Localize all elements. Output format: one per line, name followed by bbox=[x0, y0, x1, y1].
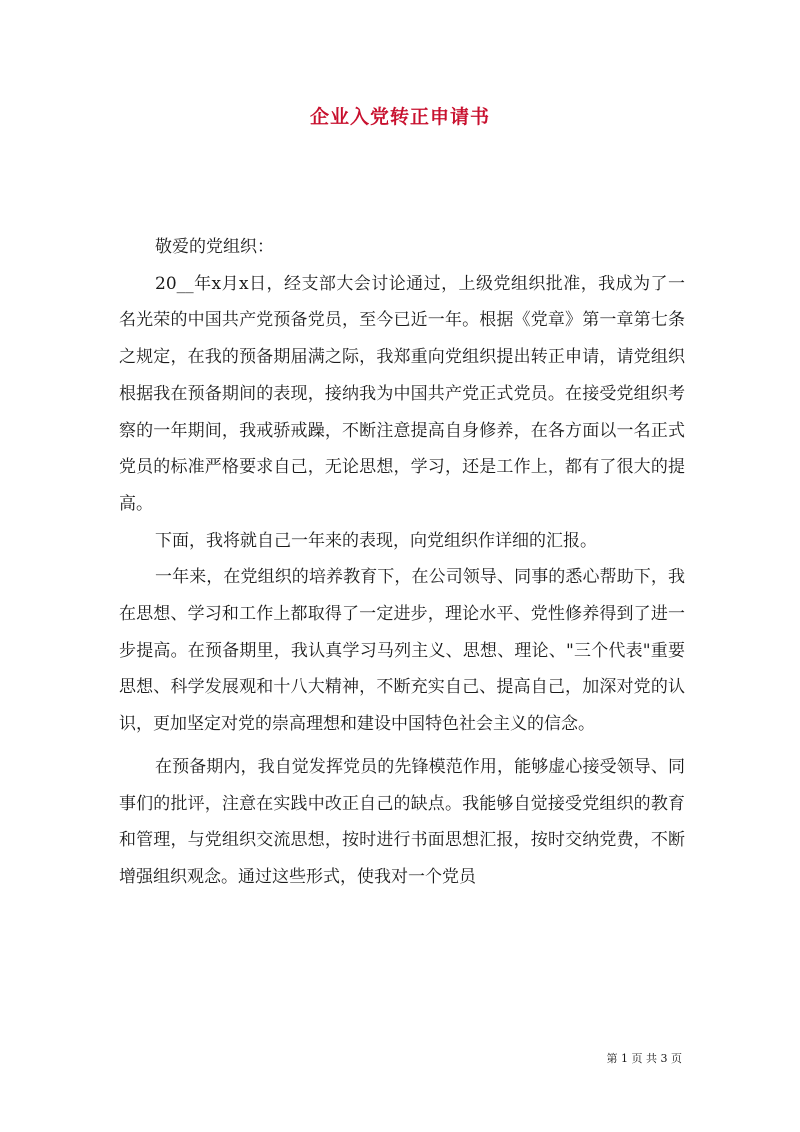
paragraph-3: 一年来，在党组织的培养教育下，在公司领导、同事的悉心帮助下，我在思想、学习和工作上都取得了一定进步，理论水平、党性修养得到了进一步提高。在预备期里，我认真学习马列主义、思想、理论、"三个代表"重要思想、科学发展观和十八大精神，不断充实自己、提高自己，加深对党的认识，更加坚定对党的崇高理想和建设中国特色社会主义的信念。 bbox=[119, 567, 685, 735]
paragraph-4: 在预备期内，我自觉发挥党员的先锋模范作用，能够虚心接受领导、同事们的批评，注意在实践中改正自己的缺点。我能够自觉接受党组织的教育和管理，与党组织交流思想，按时进行书面思想汇报，按时交纳党费，不断增强组织观念。通过这些形式，使我对一个党员 bbox=[119, 756, 685, 887]
page-label-mid: 页 共 bbox=[631, 1052, 657, 1065]
page-number-footer bbox=[607, 1050, 683, 1066]
document-title: 企业入党转正申请书 bbox=[309, 106, 490, 128]
total-pages-number: 3 bbox=[660, 1052, 668, 1065]
paragraph-2: 下面，我将就自己一年来的表现，向党组织作详细的汇报。 bbox=[155, 530, 597, 551]
page-label-suffix: 页 bbox=[671, 1052, 682, 1065]
paragraph-1: 20__年x月x日，经支部大会讨论通过，上级党组织批准，我成为了一名光荣的中国共产党预备党员，至今已近一年。根据《党章》第一章第七条之规定，在我的预备期届满之际，我郑重向党组织提出转正申请，请党组织根据我在预备期间的表现，接纳我为中国共产党正式党员。在接受党组织考察的一年期间，我戒骄戒躁，不断注意提高自身修养，在各方面以一名正式党员的标准严格要求自己，无论思想，学习，还是工作上，都有了很大的提高。 bbox=[119, 273, 685, 514]
page-label-prefix: 第 bbox=[606, 1052, 618, 1065]
document-body bbox=[119, 229, 685, 896]
salutation: 敬爱的党组织： bbox=[155, 237, 274, 257]
current-page-number: 1 bbox=[621, 1052, 628, 1065]
